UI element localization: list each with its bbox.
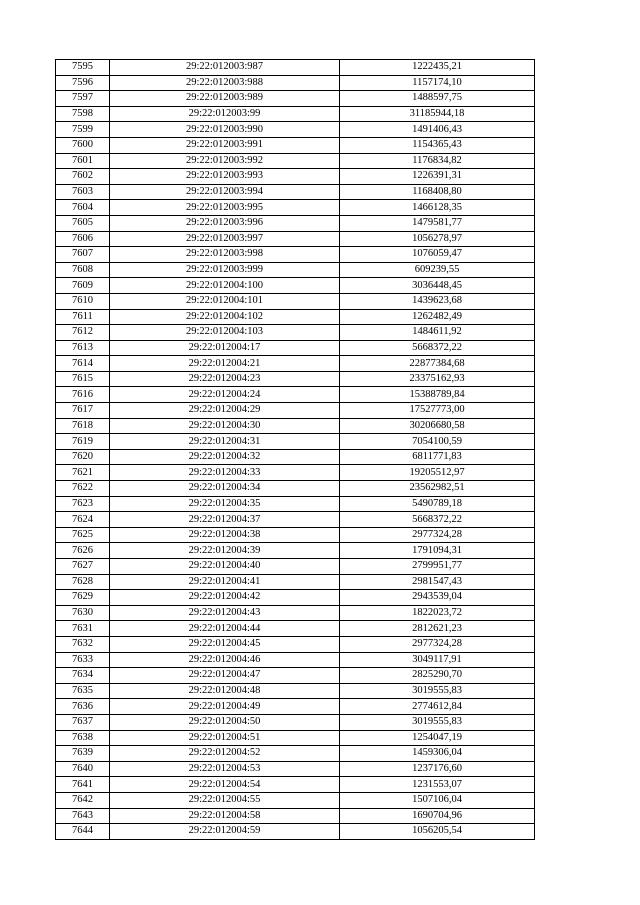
table-row: [56, 449, 535, 465]
value-cell: 31185944,18: [340, 106, 535, 122]
table-row: [56, 652, 535, 668]
value-cell: 2774612,84: [340, 699, 535, 715]
value-cell: 2825290,70: [340, 668, 535, 684]
table-row: [56, 278, 535, 294]
cadastral-number-cell: 29:22:012004:35: [110, 496, 340, 512]
row-number-cell: 7622: [56, 481, 110, 497]
row-number-cell: 7621: [56, 465, 110, 481]
row-number-cell: 7616: [56, 387, 110, 403]
value-cell: 2981547,43: [340, 574, 535, 590]
value-cell: 2977324,28: [340, 636, 535, 652]
value-cell: 3019555,83: [340, 714, 535, 730]
cadastral-number-cell: 29:22:012004:103: [110, 325, 340, 341]
cadastral-number-cell: 29:22:012004:43: [110, 605, 340, 621]
row-number-cell: 7609: [56, 278, 110, 294]
table-row: [56, 184, 535, 200]
row-number-cell: 7635: [56, 683, 110, 699]
value-cell: 1222435,21: [340, 60, 535, 76]
cadastral-number-cell: 29:22:012004:21: [110, 356, 340, 372]
table-row: [56, 543, 535, 559]
value-cell: 1822023,72: [340, 605, 535, 621]
value-cell: 1176834,82: [340, 153, 535, 169]
cadastral-number-cell: 29:22:012004:58: [110, 808, 340, 824]
table-row: [56, 808, 535, 824]
row-number-cell: 7639: [56, 746, 110, 762]
value-cell: 22877384,68: [340, 356, 535, 372]
value-cell: 3036448,45: [340, 278, 535, 294]
table-row: [56, 106, 535, 122]
table-row: [56, 465, 535, 481]
cadastral-number-cell: 29:22:012004:45: [110, 636, 340, 652]
table-row: [56, 247, 535, 263]
cadastral-number-cell: 29:22:012004:29: [110, 403, 340, 419]
table-row: [56, 621, 535, 637]
row-number-cell: 7596: [56, 75, 110, 91]
row-number-cell: 7620: [56, 449, 110, 465]
row-number-cell: 7599: [56, 122, 110, 138]
table-row: [56, 527, 535, 543]
row-number-cell: 7612: [56, 325, 110, 341]
row-number-cell: 7638: [56, 730, 110, 746]
cadastral-number-cell: 29:22:012003:993: [110, 169, 340, 185]
table-row: [56, 761, 535, 777]
cadastral-number-cell: 29:22:012004:47: [110, 668, 340, 684]
row-number-cell: 7615: [56, 371, 110, 387]
value-cell: 1491406,43: [340, 122, 535, 138]
value-cell: 2812621,23: [340, 621, 535, 637]
row-number-cell: 7625: [56, 527, 110, 543]
cadastral-number-cell: 29:22:012004:55: [110, 792, 340, 808]
table-row: [56, 605, 535, 621]
row-number-cell: 7604: [56, 200, 110, 216]
table-row: [56, 309, 535, 325]
cadastral-number-cell: 29:22:012004:41: [110, 574, 340, 590]
table-row: [56, 668, 535, 684]
value-cell: 1056205,54: [340, 824, 535, 840]
row-number-cell: 7611: [56, 309, 110, 325]
value-cell: 19205512,97: [340, 465, 535, 481]
table-row: [56, 340, 535, 356]
table-row: [56, 481, 535, 497]
row-number-cell: 7613: [56, 340, 110, 356]
table-row: [56, 792, 535, 808]
table-row: [56, 699, 535, 715]
table-row: [56, 293, 535, 309]
table-row: [56, 590, 535, 606]
table-row: [56, 60, 535, 76]
value-cell: 1484611,92: [340, 325, 535, 341]
table-row: [56, 636, 535, 652]
table-row: [56, 824, 535, 840]
cadastral-number-cell: 29:22:012003:992: [110, 153, 340, 169]
row-number-cell: 7634: [56, 668, 110, 684]
row-number-cell: 7643: [56, 808, 110, 824]
row-number-cell: 7632: [56, 636, 110, 652]
table-row: [56, 262, 535, 278]
cadastral-number-cell: 29:22:012004:30: [110, 418, 340, 434]
row-number-cell: 7602: [56, 169, 110, 185]
row-number-cell: 7600: [56, 137, 110, 153]
table-row: [56, 75, 535, 91]
row-number-cell: 7636: [56, 699, 110, 715]
table-row: [56, 403, 535, 419]
cadastral-number-cell: 29:22:012004:53: [110, 761, 340, 777]
value-cell: 23375162,93: [340, 371, 535, 387]
cadastral-value-table: [55, 59, 535, 840]
row-number-cell: 7633: [56, 652, 110, 668]
table-row: [56, 137, 535, 153]
row-number-cell: 7630: [56, 605, 110, 621]
row-number-cell: 7606: [56, 231, 110, 247]
table-row: [56, 387, 535, 403]
row-number-cell: 7614: [56, 356, 110, 372]
row-number-cell: 7608: [56, 262, 110, 278]
row-number-cell: 7624: [56, 512, 110, 528]
value-cell: 2799951,77: [340, 559, 535, 575]
cadastral-number-cell: 29:22:012003:988: [110, 75, 340, 91]
value-cell: 5668372,22: [340, 512, 535, 528]
cadastral-number-cell: 29:22:012003:991: [110, 137, 340, 153]
value-cell: 7054100,59: [340, 434, 535, 450]
row-number-cell: 7627: [56, 559, 110, 575]
cadastral-number-cell: 29:22:012004:24: [110, 387, 340, 403]
row-number-cell: 7617: [56, 403, 110, 419]
cadastral-number-cell: 29:22:012004:101: [110, 293, 340, 309]
value-cell: 6811771,83: [340, 449, 535, 465]
value-cell: 1488597,75: [340, 91, 535, 107]
table-row: [56, 356, 535, 372]
table-row: [56, 91, 535, 107]
table-row: [56, 683, 535, 699]
value-cell: 1479581,77: [340, 215, 535, 231]
row-number-cell: 7595: [56, 60, 110, 76]
cadastral-number-cell: 29:22:012004:51: [110, 730, 340, 746]
value-cell: 1076059,47: [340, 247, 535, 263]
table-body: [56, 60, 535, 840]
cadastral-number-cell: 29:22:012004:49: [110, 699, 340, 715]
table-row: [56, 122, 535, 138]
row-number-cell: 7642: [56, 792, 110, 808]
row-number-cell: 7644: [56, 824, 110, 840]
table-row: [56, 777, 535, 793]
cadastral-number-cell: 29:22:012004:39: [110, 543, 340, 559]
cadastral-number-cell: 29:22:012004:100: [110, 278, 340, 294]
value-cell: 1791094,31: [340, 543, 535, 559]
value-cell: 1154365,43: [340, 137, 535, 153]
value-cell: 1439623,68: [340, 293, 535, 309]
cadastral-number-cell: 29:22:012003:990: [110, 122, 340, 138]
cadastral-number-cell: 29:22:012003:99: [110, 106, 340, 122]
value-cell: 1507106,04: [340, 792, 535, 808]
row-number-cell: 7601: [56, 153, 110, 169]
row-number-cell: 7623: [56, 496, 110, 512]
row-number-cell: 7631: [56, 621, 110, 637]
table-row: [56, 215, 535, 231]
table-row: [56, 434, 535, 450]
row-number-cell: 7637: [56, 714, 110, 730]
cadastral-number-cell: 29:22:012004:42: [110, 590, 340, 606]
table-row: [56, 200, 535, 216]
value-cell: 3049117,91: [340, 652, 535, 668]
cadastral-number-cell: 29:22:012004:17: [110, 340, 340, 356]
cadastral-number-cell: 29:22:012004:34: [110, 481, 340, 497]
value-cell: 1262482,49: [340, 309, 535, 325]
value-cell: 2943539,04: [340, 590, 535, 606]
value-cell: 5668372,22: [340, 340, 535, 356]
table-row: [56, 169, 535, 185]
value-cell: 2977324,28: [340, 527, 535, 543]
cadastral-number-cell: 29:22:012004:44: [110, 621, 340, 637]
cadastral-number-cell: 29:22:012003:997: [110, 231, 340, 247]
value-cell: 3019555,83: [340, 683, 535, 699]
cadastral-number-cell: 29:22:012004:32: [110, 449, 340, 465]
cadastral-number-cell: 29:22:012003:998: [110, 247, 340, 263]
row-number-cell: 7598: [56, 106, 110, 122]
row-number-cell: 7597: [56, 91, 110, 107]
value-cell: 15388789,84: [340, 387, 535, 403]
value-cell: 1466128,35: [340, 200, 535, 216]
table-row: [56, 714, 535, 730]
value-cell: 1168408,80: [340, 184, 535, 200]
row-number-cell: 7626: [56, 543, 110, 559]
row-number-cell: 7618: [56, 418, 110, 434]
table-row: [56, 371, 535, 387]
row-number-cell: 7628: [56, 574, 110, 590]
value-cell: 1157174,10: [340, 75, 535, 91]
value-cell: 30206680,58: [340, 418, 535, 434]
value-cell: 1254047,19: [340, 730, 535, 746]
value-cell: 1226391,31: [340, 169, 535, 185]
table-row: [56, 730, 535, 746]
table-row: [56, 231, 535, 247]
cadastral-number-cell: 29:22:012004:52: [110, 746, 340, 762]
table-row: [56, 512, 535, 528]
cadastral-number-cell: 29:22:012004:23: [110, 371, 340, 387]
table-row: [56, 559, 535, 575]
table-row: [56, 574, 535, 590]
cadastral-number-cell: 29:22:012004:46: [110, 652, 340, 668]
row-number-cell: 7605: [56, 215, 110, 231]
cadastral-number-cell: 29:22:012003:996: [110, 215, 340, 231]
table-row: [56, 418, 535, 434]
value-cell: 1056278,97: [340, 231, 535, 247]
row-number-cell: 7610: [56, 293, 110, 309]
value-cell: 1459306,04: [340, 746, 535, 762]
value-cell: 609239,55: [340, 262, 535, 278]
table-row: [56, 496, 535, 512]
value-cell: 23562982,51: [340, 481, 535, 497]
table-row: [56, 746, 535, 762]
cadastral-number-cell: 29:22:012004:31: [110, 434, 340, 450]
table-row: [56, 153, 535, 169]
row-number-cell: 7603: [56, 184, 110, 200]
cadastral-number-cell: 29:22:012003:994: [110, 184, 340, 200]
row-number-cell: 7619: [56, 434, 110, 450]
value-cell: 1690704,96: [340, 808, 535, 824]
cadastral-number-cell: 29:22:012004:50: [110, 714, 340, 730]
cadastral-number-cell: 29:22:012003:995: [110, 200, 340, 216]
cadastral-number-cell: 29:22:012004:102: [110, 309, 340, 325]
value-cell: 17527773,00: [340, 403, 535, 419]
cadastral-number-cell: 29:22:012003:999: [110, 262, 340, 278]
value-cell: 5490789,18: [340, 496, 535, 512]
value-cell: 1231553,07: [340, 777, 535, 793]
cadastral-number-cell: 29:22:012004:38: [110, 527, 340, 543]
row-number-cell: 7607: [56, 247, 110, 263]
row-number-cell: 7641: [56, 777, 110, 793]
cadastral-number-cell: 29:22:012003:987: [110, 60, 340, 76]
cadastral-number-cell: 29:22:012003:989: [110, 91, 340, 107]
value-cell: 1237176,60: [340, 761, 535, 777]
cadastral-number-cell: 29:22:012004:48: [110, 683, 340, 699]
cadastral-number-cell: 29:22:012004:33: [110, 465, 340, 481]
cadastral-number-cell: 29:22:012004:54: [110, 777, 340, 793]
table-row: [56, 325, 535, 341]
cadastral-number-cell: 29:22:012004:37: [110, 512, 340, 528]
row-number-cell: 7629: [56, 590, 110, 606]
cadastral-number-cell: 29:22:012004:40: [110, 559, 340, 575]
cadastral-number-cell: 29:22:012004:59: [110, 824, 340, 840]
row-number-cell: 7640: [56, 761, 110, 777]
